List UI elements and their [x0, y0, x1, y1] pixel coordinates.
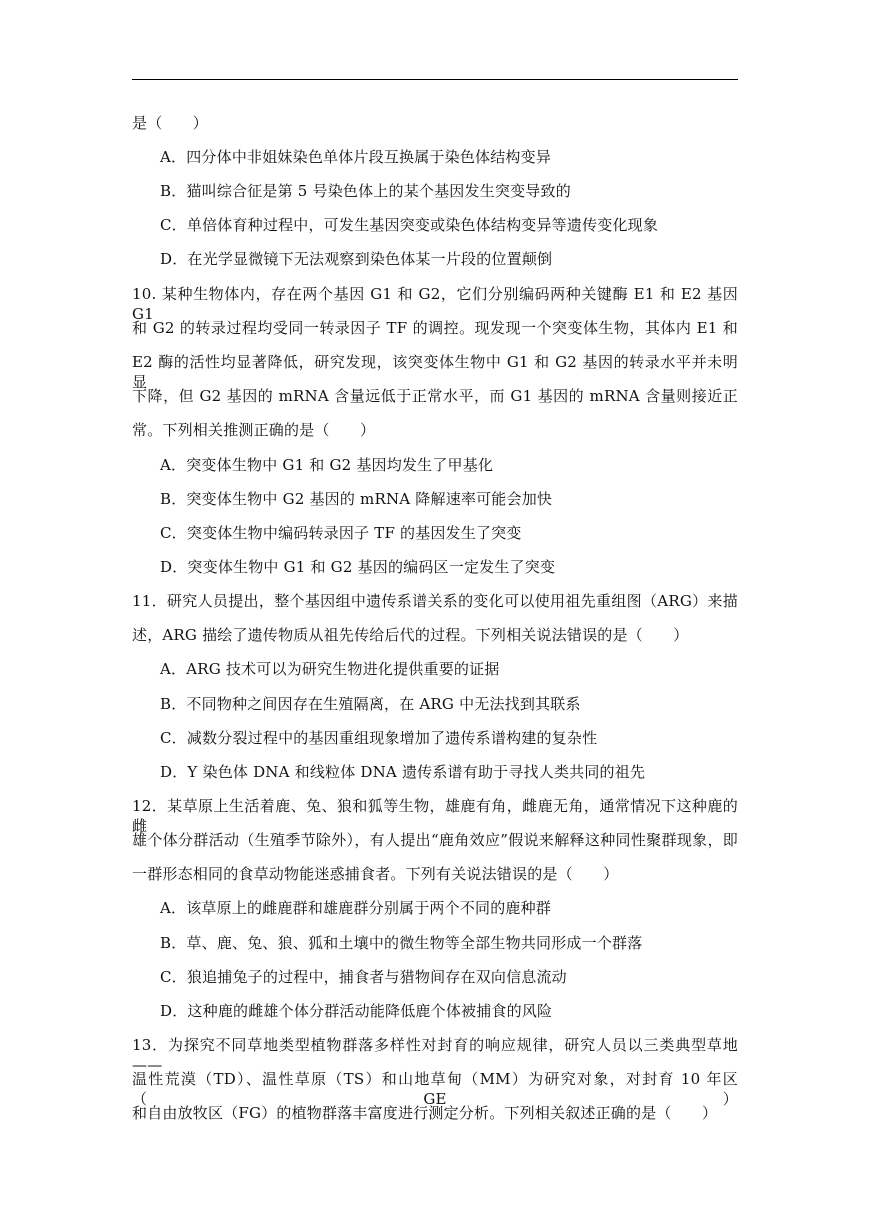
q11-option-d: D．Y 染色体 DNA 和线粒体 DNA 遗传系谱有助于寻找人类共同的祖先 [160, 763, 646, 781]
q9-option-c: C．单倍体育种过程中，可发生基因突变或染色体结构变异等遗传变化现象 [160, 216, 659, 234]
q10-option-a: A．突变体生物中 G1 和 G2 基因均发生了甲基化 [160, 456, 494, 474]
header-rule [132, 79, 738, 80]
q11-option-b: B．不同物种之间因存在生殖隔离，在 ARG 中无法找到其联系 [160, 695, 581, 713]
q12-stem-line: 雄个体分群活动（生殖季节除外），有人提出“鹿角效应”假说来解释这种同性聚群现象，即 [132, 831, 738, 849]
q10-option-c: C．突变体生物中编码转录因子 TF 的基因发生了突变 [160, 524, 522, 542]
q10-stem-line: E2 酶的活性均显著降低，研究发现，该突变体生物中 G1 和 G2 基因的转录水平并未明显 [132, 353, 738, 391]
q10-option-b: B．突变体生物中 G2 基因的 mRNA 降解速率可能会加快 [160, 490, 553, 508]
q10-stem-line: 常。下列相关推测正确的是（ ） [132, 421, 376, 439]
q11-option-c: C．减数分裂过程中的基因重组现象增加了遗传系谱构建的复杂性 [160, 729, 598, 747]
q13-stem-line: 13．为探究不同草地类型植物群落多样性对封育的响应规律，研究人员以三类典型草地—— [132, 1036, 738, 1074]
q10-stem-line: 下降，但 G2 基因的 mRNA 含量远低于正常水平，而 G1 基因的 mRNA 含量则接近正 [132, 387, 738, 405]
q12-stem-line: 一群形态相同的食草动物能迷惑捕食者。下列有关说法错误的是（ ） [132, 865, 619, 883]
q9-option-d: D．在光学显微镜下无法观察到染色体某一片段的位置颠倒 [160, 250, 553, 268]
q12-option-d: D．这种鹿的雌雄个体分群活动能降低鹿个体被捕食的风险 [160, 1002, 553, 1020]
q9-option-b: B．猫叫综合征是第 5 号染色体上的某个基因发生突变导致的 [160, 182, 571, 200]
q9-stem-end: 是（ ） [132, 114, 209, 132]
q11-option-a: A．ARG 技术可以为研究生物进化提供重要的证据 [160, 660, 500, 678]
q12-option-c: C．狼追捕兔子的过程中，捕食者与猎物间存在双向信息流动 [160, 968, 567, 986]
q10-stem-line: 10. 某种生物体内，存在两个基因 G1 和 G2，它们分别编码两种关键酶 E1 和 E2 基因 G1 [132, 285, 738, 323]
q12-stem-line: 12．某草原上生活着鹿、兔、狼和狐等生物，雄鹿有角，雌鹿无角，通常情况下这种鹿的雌 [132, 797, 738, 835]
q11-stem-line: 11．研究人员提出，整个基因组中遗传系谱关系的变化可以使用祖先重组图（ARG）来描 [132, 592, 738, 610]
q12-option-a: A．该草原上的雌鹿群和雄鹿群分别属于两个不同的鹿种群 [160, 899, 552, 917]
q11-stem-line: 述，ARG 描绘了遗传物质从祖先传给后代的过程。下列相关说法错误的是（ ） [132, 626, 689, 644]
q10-stem-line: 和 G2 的转录过程均受同一转录因子 TF 的调控。现发现一个突变体生物，其体内 E1 和 [132, 319, 738, 337]
q9-option-a: A．四分体中非姐妹染色单体片段互换属于染色体结构变异 [160, 148, 552, 166]
q13-stem-line: 和自由放牧区（FG）的植物群落丰富度进行测定分析。下列相关叙述正确的是（ ） [132, 1104, 718, 1122]
q10-option-d: D．突变体生物中 G1 和 G2 基因的编码区一定发生了突变 [160, 558, 556, 576]
q13-stem-line: 温性荒漠（TD）、温性草原（TS）和山地草甸（MM）为研究对象，对封育 10 年区（GE） [132, 1070, 738, 1108]
q12-option-b: B．草、鹿、兔、狼、狐和土壤中的微生物等全部生物共同形成一个群落 [160, 934, 643, 952]
